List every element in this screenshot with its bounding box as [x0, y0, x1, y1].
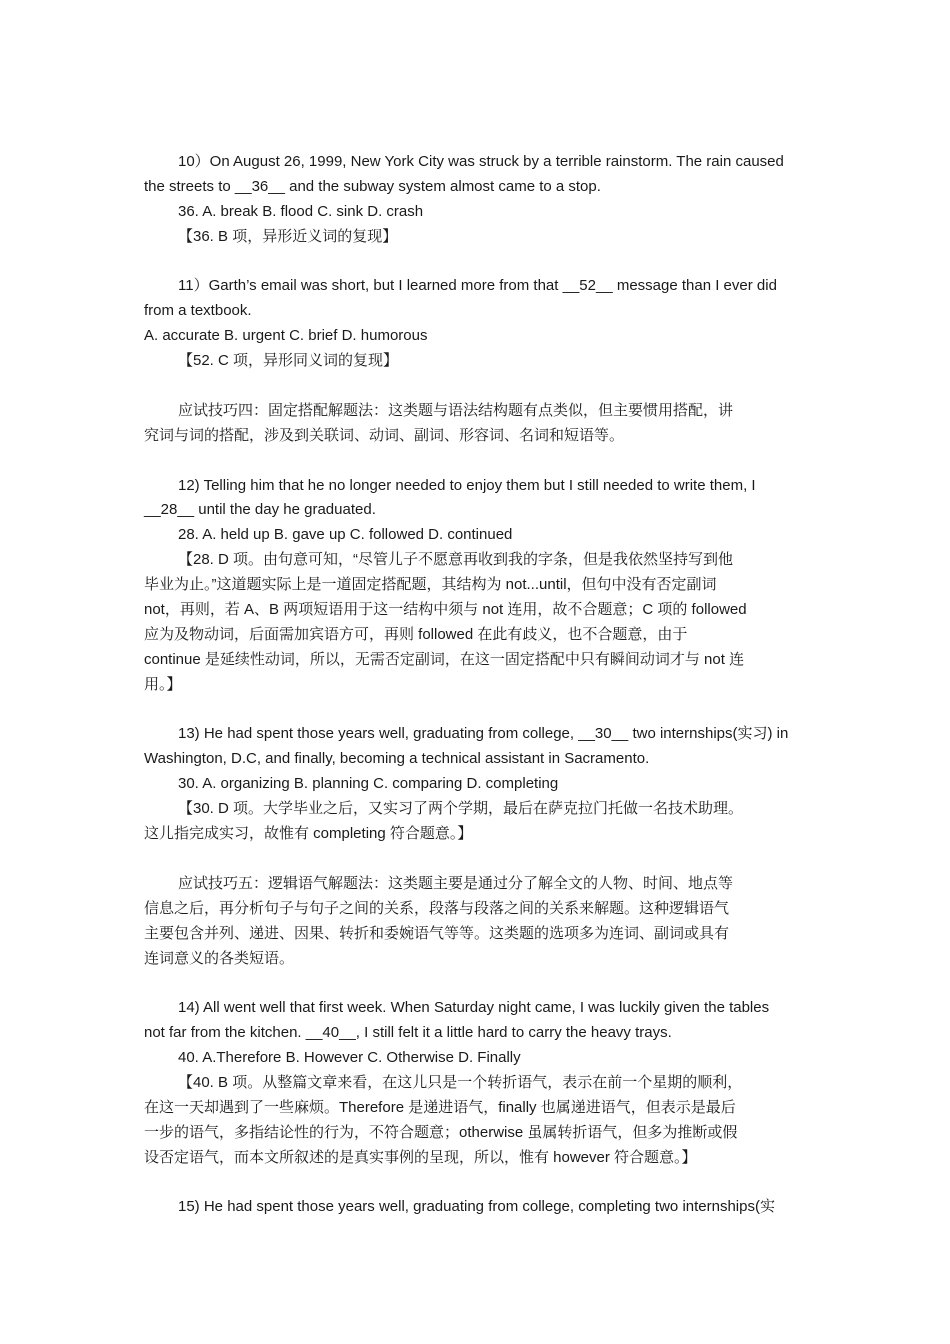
text-line: 【52. C 项，异形同义词的复现】 — [178, 352, 399, 370]
text-line: 【40. B 项。从整篇文章来看，在这儿只是一个转折语气，表示在前一个星期的顺利， — [178, 1073, 743, 1091]
text-line: 在这一天却遇到了一些麻烦。Therefore 是递进语气，finally 也属递进语气，但表示是最后 — [144, 1098, 736, 1116]
text-line: 10）On August 26, 1999, New York City was struck by a terrible rainstorm. The rain caused — [178, 153, 784, 170]
text-line: Washington, D.C, and finally, becoming a technical assistant in Sacramento. — [144, 750, 650, 768]
text-line: 【30. D 项。大学毕业之后，又实习了两个学期，最后在萨克拉门托做一名技术助理。 — [178, 800, 744, 818]
text-line: 究词与词的搭配，涉及到关联词、动词、副词、形容词、名词和短语等。 — [144, 426, 625, 444]
text-line: 40. A.Therefore B. However C. Otherwise D. Finally — [178, 1049, 521, 1067]
text-line: 信息之后，再分析句子与句子之间的关系，段落与段落之间的关系来解题。这种逻辑语气 — [144, 899, 730, 917]
text-line: not far from the kitchen. __40__, I still felt it a little hard to carry the heavy trays. — [144, 1024, 672, 1042]
text-line: 30. A. organizing B. planning C. comparing D. completing — [178, 775, 559, 793]
text-line: 用。】 — [144, 675, 182, 693]
blank-line — [144, 374, 808, 399]
document-body — [144, 150, 808, 1220]
blank-line — [144, 698, 808, 723]
text-line: 13) He had spent those years well, graduating from college, __30__ two internships(实习) in — [178, 725, 789, 743]
text-line: 这儿指完成实习，故惟有 completing 符合题意。】 — [144, 825, 473, 843]
text-line: 28. A. held up B. gave up C. followed D. continued — [178, 526, 513, 544]
text-line: 11）Garth’s email was short, but I learned more from that __52__ message than I ever did — [178, 277, 777, 295]
text-line: 36. A. break B. flood C. sink D. crash — [178, 202, 424, 220]
text-line: 15) He had spent those years well, graduating from college, completing two internships(实 — [178, 1198, 775, 1216]
text-line: 设否定语气，而本文所叙述的是真实事例的呈现，所以，惟有 however 符合题意。】 — [144, 1148, 697, 1166]
blank-line — [144, 449, 808, 474]
text-line: 【28. D 项。由句意可知，“尽管儿子不愿意再收到我的字条，但是我依然坚持写到他 — [178, 551, 734, 569]
text-line: 【36. B 项，异形近义词的复现】 — [178, 227, 398, 245]
text-line: 应为及物动词，后面需加宾语方可，再则 followed 在此有歧义，也不合题意，由于 — [144, 625, 688, 643]
text-line: 14) All went well that first week. When Saturday night came, I was luckily given the tables — [178, 999, 770, 1017]
text-line: 主要包含并列、递进、因果、转折和委婉语气等等。这类题的选项多为连词、副词或具有 — [144, 924, 730, 942]
blank-line — [144, 1171, 808, 1196]
text-line: __28__ until the day he graduated. — [144, 501, 376, 519]
text-line: from a textbook. — [144, 302, 252, 320]
text-line: 一步的语气，多指结论性的行为，不符合题意；otherwise 虽属转折语气，但多为推断或假 — [144, 1123, 738, 1141]
blank-line — [144, 847, 808, 872]
text-line: 连词意义的各类短语。 — [144, 949, 295, 967]
text-line: 12) Telling him that he no longer needed to enjoy them but I still needed to write them, I — [178, 476, 756, 494]
text-line: A. accurate B. urgent C. brief D. humorous — [144, 327, 428, 345]
text-line: the streets to __36__ and the subway system almost came to a stop. — [144, 177, 601, 195]
text-line: 毕业为止。”这道题实际上是一道固定搭配题，其结构为 not...until，但句中没有否定副词 — [144, 576, 717, 594]
text-line: 应试技巧五：逻辑语气解题法：这类题主要是通过分了解全文的人物、时间、地点等 — [178, 874, 734, 892]
blank-line — [144, 250, 808, 275]
text-line: not，再则，若 A、B 两项短语用于这一结构中须与 not 连用，故不合题意；C 项的 followed — [144, 601, 747, 619]
text-line: 应试技巧四：固定搭配解题法：这类题与语法结构题有点类似，但主要惯用搭配，讲 — [178, 401, 734, 419]
blank-line — [144, 971, 808, 996]
text-line: continue 是延续性动词，所以，无需否定副词，在这一固定搭配中只有瞬间动词才与 not 连 — [144, 650, 745, 668]
